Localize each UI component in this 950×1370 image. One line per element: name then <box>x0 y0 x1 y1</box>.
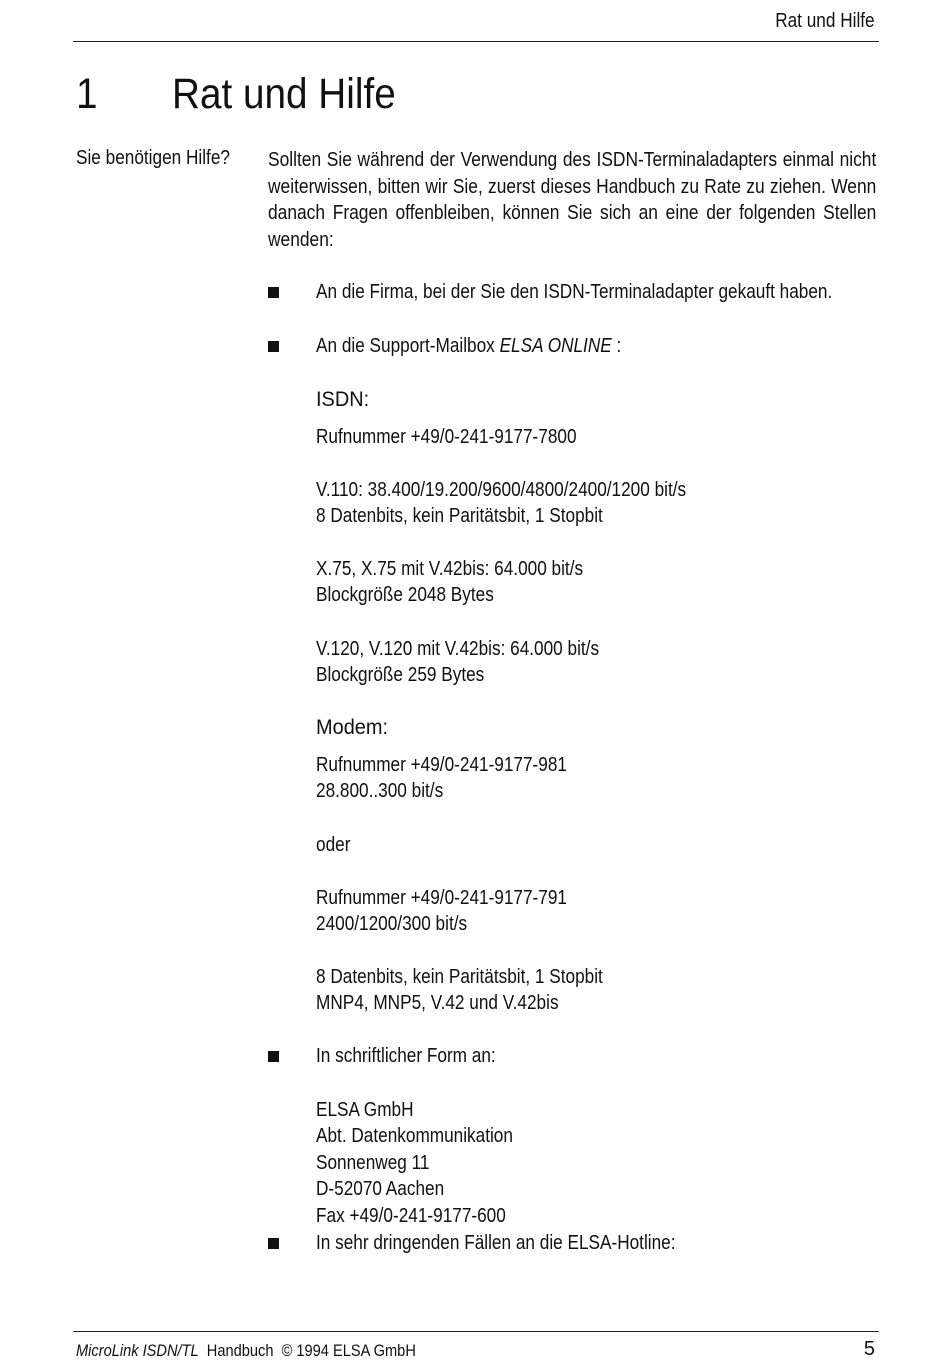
address-company: ELSA GmbH <box>316 1099 414 1121</box>
modem-phone-2: Rufnummer +49/0-241-9177-791 <box>316 887 567 909</box>
address-street: Sonnenweg 11 <box>316 1152 430 1174</box>
mailbox-prefix: An die Support-Mailbox <box>316 335 495 357</box>
bullet-icon <box>268 287 279 298</box>
bullet-icon <box>268 1238 279 1249</box>
list-item-text: An die Firma, bei der Sie den ISDN-Terminaladapter gekauft haben. <box>316 281 833 303</box>
footer-rule <box>73 1331 879 1332</box>
address-fax: Fax +49/0-241-9177-600 <box>316 1205 506 1227</box>
list-item-text <box>316 335 621 358</box>
margin-note <box>76 147 255 170</box>
chapter-number: 1 <box>76 70 98 118</box>
modem-speed-1: 28.800..300 bit/s <box>316 780 444 802</box>
footer <box>76 1341 416 1361</box>
intro-paragraph: Sollten Sie während der Verwendung des ISDN-Terminaladapters einmal nicht weiterwissen, bitten wir Sie, zuerst dieses Handbuch zu Rate zu ziehen. Wenn danach Fragen offenbleiben, können Sie sich an eine der folgenden Stellen wenden: <box>268 149 877 251</box>
footer-rest: Handbuch © 1994 ELSA GmbH <box>198 1341 416 1360</box>
modem-heading: Modem: <box>316 716 389 739</box>
running-head: Rat und Hilfe <box>775 10 875 32</box>
modem-oder: oder <box>316 834 351 856</box>
list-item-text: In schriftlicher Form an: <box>316 1045 496 1067</box>
bullet-icon <box>268 1051 279 1062</box>
bullet-icon <box>268 341 279 352</box>
mailbox-suffix: : <box>611 335 622 357</box>
isdn-x75-speed: X.75, X.75 mit V.42bis: 64.000 bit/s <box>316 558 584 580</box>
footer-product: MicroLink ISDN/TL <box>76 1341 199 1360</box>
modem-format: 8 Datenbits, kein Paritätsbit, 1 Stopbit <box>316 966 603 988</box>
modem-phone-1: Rufnummer +49/0-241-9177-981 <box>316 754 567 776</box>
isdn-v120-block: Blockgröße 259 Bytes <box>316 664 485 686</box>
isdn-phone: Rufnummer +49/0-241-9177-7800 <box>316 426 577 448</box>
modem-speed-2: 2400/1200/300 bit/s <box>316 913 468 935</box>
isdn-v110-format: 8 Datenbits, kein Paritätsbit, 1 Stopbit <box>316 505 603 527</box>
page-number: 5 <box>863 1338 875 1360</box>
isdn-v120-speed: V.120, V.120 mit V.42bis: 64.000 bit/s <box>316 638 600 660</box>
address-department: Abt. Datenkommunikation <box>316 1125 513 1147</box>
isdn-v110-speed: V.110: 38.400/19.200/9600/4800/2400/1200 bit/s <box>316 479 687 501</box>
modem-protocols: MNP4, MNP5, V.42 und V.42bis <box>316 992 559 1014</box>
isdn-heading: ISDN: <box>316 388 370 411</box>
header-rule <box>73 41 879 42</box>
margin-note-text: Sie benötigen Hilfe? <box>76 147 230 169</box>
address-city: D-52070 Aachen <box>316 1178 445 1200</box>
isdn-x75-block: Blockgröße 2048 Bytes <box>316 584 494 606</box>
mailbox-name: ELSA ONLINE <box>499 335 612 357</box>
chapter-title: Rat und Hilfe <box>172 70 396 118</box>
list-item-text: In sehr dringenden Fällen an die ELSA-Hotline: <box>316 1232 676 1254</box>
